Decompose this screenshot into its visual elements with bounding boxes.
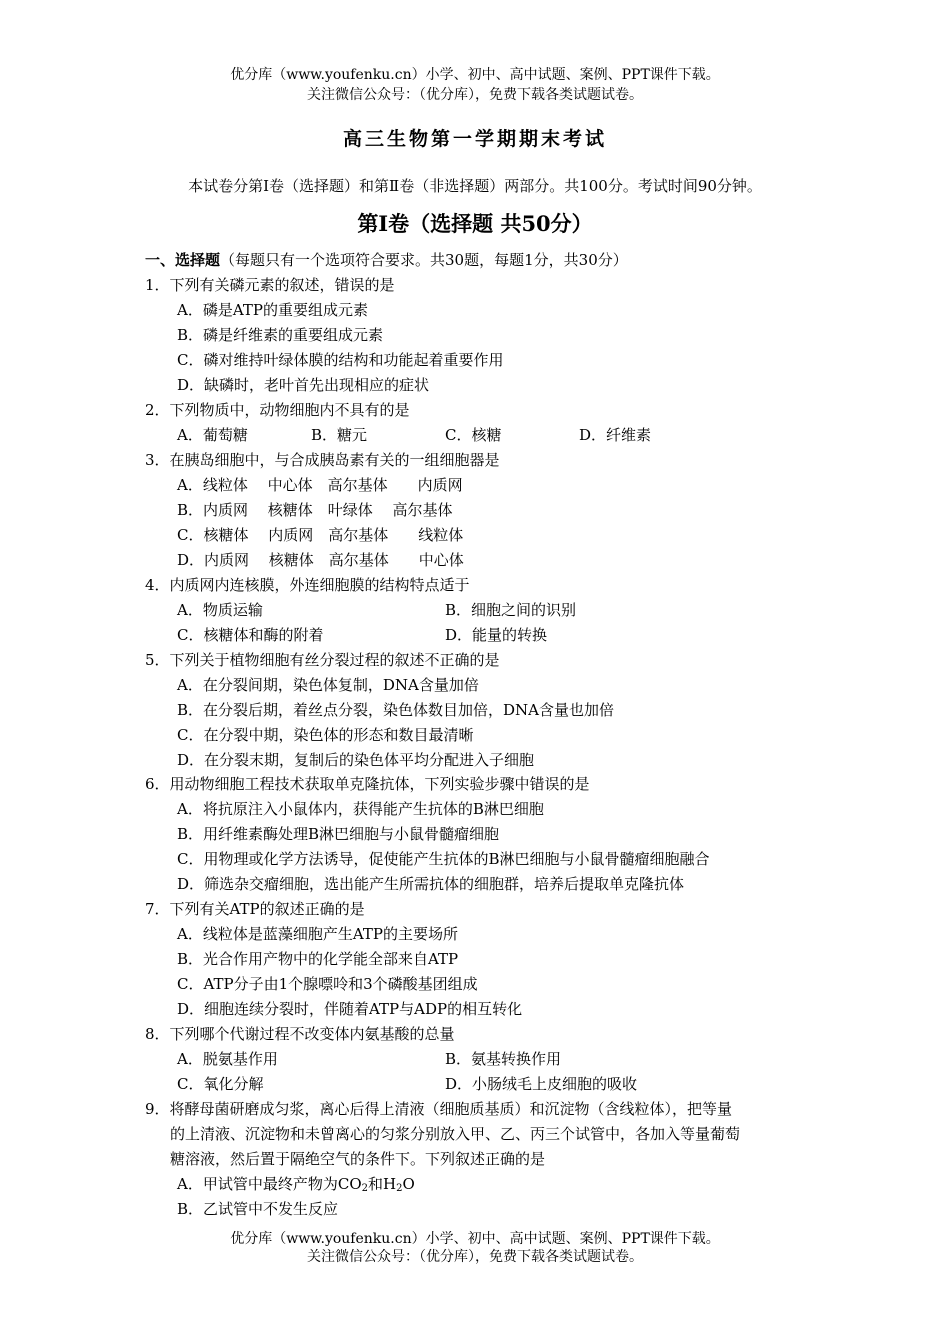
option-d: D．纤维素	[579, 426, 652, 444]
formula-o: O	[402, 1175, 415, 1193]
option-c: C．用物理或化学方法诱导，促使能产生抗体的B淋巴细胞与小鼠骨髓瘤细胞融合	[177, 850, 710, 868]
question-stem: 3．在胰岛细胞中，与合成胰岛素有关的一组细胞器是	[145, 451, 500, 469]
option-d: D．在分裂末期，复制后的染色体平均分配进入子细胞	[177, 751, 535, 769]
option-a: A．将抗原注入小鼠体内，获得能产生抗体的B淋巴细胞	[177, 800, 544, 818]
formula-subscript: 2	[361, 1183, 368, 1194]
part-label: 一、选择题	[145, 251, 221, 269]
option-d: D．筛选杂交瘤细胞，选出能产生所需抗体的细胞群，培养后提取单克隆抗体	[177, 875, 685, 893]
section-title: 第Ⅰ卷（选择题 共50分）	[357, 211, 593, 236]
option-a: A．磷是ATP的重要组成元素	[177, 301, 368, 319]
option-b: B．在分裂后期，着丝点分裂，染色体数目加倍，DNA含量也加倍	[177, 701, 615, 719]
option-a: A．在分裂间期，染色体复制，DNA含量加倍	[177, 676, 479, 694]
option-d: D．能量的转换	[445, 626, 548, 644]
formula-and-h: 和H	[368, 1175, 397, 1193]
question-stem: 8．下列哪个代谢过程不改变体内氨基酸的总量	[145, 1025, 455, 1043]
exam-title: 高三生物第一学期期末考试	[342, 128, 607, 150]
option-a-text: A．甲试管中最终产物为	[177, 1175, 338, 1193]
question-stem: 9．将酵母菌研磨成匀浆，离心后得上清液（细胞质基质）和沉淀物（含线粒体），把等量	[145, 1100, 733, 1118]
option-b: B．磷是纤维素的重要组成元素	[177, 326, 384, 344]
option-b: B．光合作用产物中的化学能全部来自ATP	[177, 950, 459, 968]
option-c: C．核糖体和酶的附着	[177, 626, 324, 644]
formula-subscript: 2	[396, 1183, 403, 1194]
option-c: C．核糖体 内质网 高尔基体 线粒体	[177, 526, 464, 544]
question-stem: 4．内质网内连核膜，外连细胞膜的结构特点适于	[145, 576, 470, 594]
option-d: D．小肠绒毛上皮细胞的吸收	[445, 1075, 638, 1093]
option-c: C．磷对维持叶绿体膜的结构和功能起着重要作用	[177, 351, 504, 369]
header-line-2: 关注微信公众号：（优分库），免费下载各类试题试卷。	[307, 87, 643, 103]
header-line-1: 优分库（www.youfenku.cn）小学、初中、高中试题、案例、PPT课件下载。	[230, 67, 720, 83]
option-a: A．线粒体是蓝藻细胞产生ATP的主要场所	[177, 925, 458, 943]
question-stem: 2．下列物质中，动物细胞内不具有的是	[145, 401, 410, 419]
question-stem-continued: 糖溶液，然后置于隔绝空气的条件下。下列叙述正确的是	[170, 1150, 546, 1168]
option-d: D．缺磷时，老叶首先出现相应的症状	[177, 376, 430, 394]
option-b: B．糖元	[311, 426, 368, 444]
footer-line-1: 优分库（www.youfenku.cn）小学、初中、高中试题、案例、PPT课件下载。	[230, 1231, 720, 1247]
footer-line-2: 关注微信公众号：（优分库），免费下载各类试题试卷。	[307, 1249, 643, 1265]
question-stem: 6．用动物细胞工程技术获取单克隆抗体，下列实验步骤中错误的是	[145, 775, 590, 793]
question-stem-continued: 的上清液、沉淀物和未曾离心的匀浆分别放入甲、乙、丙三个试管中，各加入等量葡萄	[170, 1125, 741, 1143]
exam-intro: 本试卷分第Ⅰ卷（选择题）和第Ⅱ卷（非选择题）两部分。共100分。考试时间90分钟。	[188, 177, 762, 195]
option-b: B．内质网 核糖体 叶绿体 高尔基体	[177, 501, 453, 519]
option-c: C．核糖	[445, 426, 502, 444]
option-a: A．物质运输	[177, 601, 263, 619]
part-note: （每题只有一个选项符合要求。共30题，每题1分，共30分）	[220, 251, 628, 269]
question-stem: 1．下列有关磷元素的叙述，错误的是	[145, 276, 395, 294]
option-a: A．线粒体 中心体 高尔基体 内质网	[177, 476, 463, 494]
option-c: C．ATP分子由1个腺嘌呤和3个磷酸基团组成	[177, 975, 478, 993]
question-stem: 5．下列关于植物细胞有丝分裂过程的叙述不正确的是	[145, 651, 500, 669]
option-d: D．细胞连续分裂时，伴随着ATP与ADP的相互转化	[177, 1000, 523, 1018]
option-b: B．用纤维素酶处理B淋巴细胞与小鼠骨髓瘤细胞	[177, 825, 500, 843]
option-c: C．在分裂中期，染色体的形态和数目最清晰	[177, 726, 474, 744]
option-b: B．氨基转换作用	[445, 1050, 562, 1068]
option-b: B．细胞之间的识别	[445, 601, 577, 619]
option-d: D．内质网 核糖体 高尔基体 中心体	[177, 551, 464, 569]
option-a: A．脱氨基作用	[177, 1050, 278, 1068]
question-stem: 7．下列有关ATP的叙述正确的是	[145, 900, 365, 918]
option-c: C．氧化分解	[177, 1075, 264, 1093]
formula-co: CO	[337, 1175, 362, 1193]
option-b: B．乙试管中不发生反应	[177, 1200, 339, 1218]
option-a	[177, 1174, 415, 1199]
part-heading	[145, 250, 628, 270]
option-a: A．葡萄糖	[177, 426, 248, 444]
